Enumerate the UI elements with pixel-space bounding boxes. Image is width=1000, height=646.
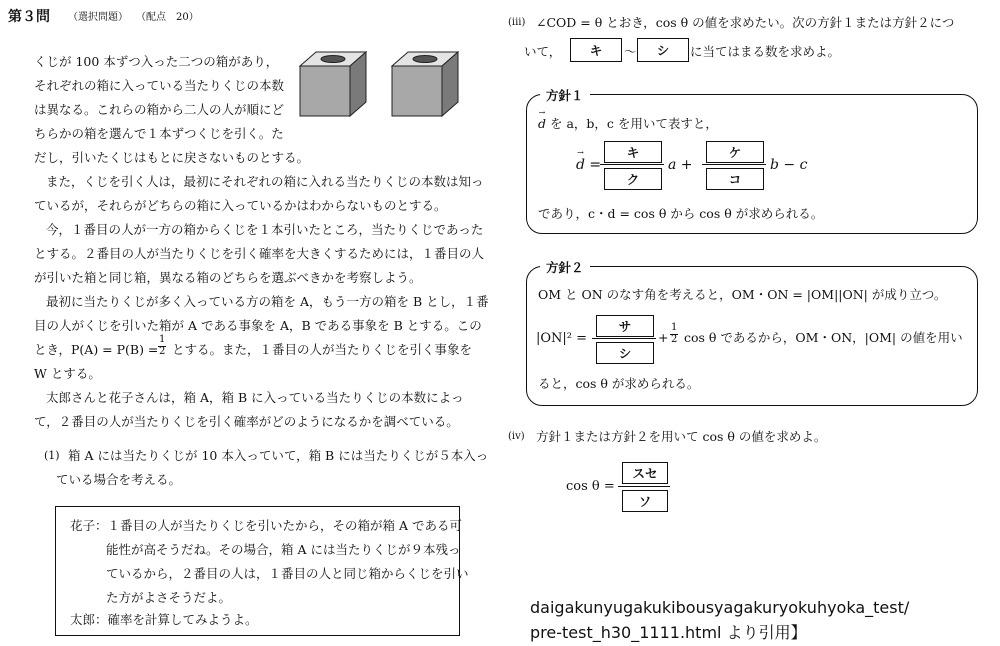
dialogue-line: 太郎：確率を計算してみようよ。 [70, 612, 258, 627]
q3-label: (iii) [508, 17, 526, 28]
dialogue-line: 花子：１番目の人が当たりくじを引いたから，その箱が箱 A である可 [70, 518, 462, 533]
fraction-one-half [158, 335, 166, 357]
q4-label: (iv) [508, 431, 525, 442]
intro-line: は異なる。これらの箱から二人の人が順にど [34, 102, 285, 117]
part1-line: 箱 A には当たりくじが 10 本入っていて，箱 B には当たりくじが５本入っ [68, 448, 489, 463]
fraction-bar [618, 486, 670, 487]
problem-tag: （選択問題） [68, 12, 128, 23]
answer-box-so-den[interactable]: ソ [622, 490, 668, 512]
dialogue-line: ているから，２番目の人は，１番目の人と同じ箱からくじを引い [106, 566, 469, 581]
policy1-line: であり，c・d = cos θ から cos θ が求められる。 [538, 206, 824, 221]
answer-box-ko-den[interactable]: コ [706, 168, 764, 190]
intro-line: とする。２番目の人が当たりくじを引く確率を大きくするためには，１番目の人 [34, 246, 485, 261]
answer-box-ki-num[interactable]: キ [604, 141, 662, 163]
policy1-title: 方針１ [540, 86, 590, 104]
intro-line: それぞれの箱に入っている当たりくじの本数 [34, 78, 285, 93]
fraction-denominator: 2 [671, 333, 678, 345]
policy2-line: cos θ であるから，OM・ON，|OM| の値を用い [684, 330, 963, 345]
intro-line: だし，引いたくじはもとに戻さないものとする。 [34, 150, 310, 165]
intro-line: 目の人がくじを引いた箱が A である事象を A，B である事象を B とする。この [34, 318, 482, 333]
equation-lhs: → d = [576, 158, 601, 172]
answer-box-ke-num[interactable]: ケ [706, 141, 764, 163]
cos-theta-equals: cos θ = [566, 479, 615, 494]
plus-sign: + [658, 330, 669, 345]
policy1-line [538, 118, 718, 131]
answer-box-suse-num[interactable]: スセ [622, 462, 668, 484]
fraction-bar [592, 338, 656, 339]
q3-line: ∠COD = θ とおき，cos θ の値を求めたい。次の方針１または方針２につ [536, 15, 955, 30]
fraction-numerator: 1 [671, 322, 678, 333]
answer-box-ku-den[interactable]: ク [604, 168, 662, 190]
range-tilde: 〜 [624, 44, 637, 59]
intro-line: とする。また，１番目の人が当たりくじを引く事象を [172, 342, 473, 357]
intro-line: また，くじを引く人は，最初にそれぞれの箱に入れる当たりくじの本数は知っ [46, 174, 484, 189]
q4-text: 方針１または方針２を用いて cos θ の値を求めよ。 [536, 429, 827, 444]
answer-box-sa-num[interactable]: サ [596, 315, 654, 337]
intro-line: 今，１番目の人が一方の箱からくじを１本引いたところ，当たりくじであった [46, 222, 484, 237]
answer-box-ki[interactable]: キ [570, 38, 622, 62]
vector-d: → d [538, 118, 546, 131]
answer-box-shi-den[interactable]: シ [596, 342, 654, 364]
box-b-drawing [392, 52, 458, 116]
fraction-bar [702, 164, 766, 165]
intro-line: ちらかの箱を選んで１本ずつくじを引く。た [34, 126, 284, 141]
q3-line: に当てはまる数を求めよ。 [690, 44, 841, 59]
intro-line: 太郎さんと花子さんは，箱 A，箱 B に入っている当たりくじの本数によっ [46, 390, 464, 405]
problem-number: 第３問 [8, 9, 50, 25]
q3-line: いて， [524, 44, 562, 59]
intro-line: W とする。 [34, 366, 101, 381]
part1-line: ている場合を考える。 [56, 472, 182, 487]
policy1-line1-text: を a，b，c を用いて表すと， [550, 116, 718, 131]
box-a-drawing [300, 52, 366, 116]
fraction-numerator: 1 [159, 334, 166, 345]
vector-d-eq: → d [576, 158, 585, 172]
vector-a-term: a + [668, 157, 693, 173]
intro-line: て，２番目の人が当たりくじを引く確率がどのようになるかを調べている。 [34, 414, 459, 429]
intro-line: 最初に当たりくじが多く入っている方の箱を A，もう一方の箱を B とし，１番 [46, 294, 489, 309]
vector-b-c-term: b − c [770, 157, 808, 173]
problem-points: （配点 20） [136, 12, 199, 23]
fraction-bar [600, 164, 664, 165]
intro-line: とき，P(A) = P(B) = [34, 342, 159, 357]
source-credit-line2: pre-test_h30_1111.html より引用】 [530, 623, 807, 642]
intro-line: くじが 100 本ずつ入った二つの箱があり， [34, 54, 279, 69]
norm-on-squared: |ON|² = [536, 331, 588, 346]
fraction-one-half [670, 323, 678, 345]
answer-box-shi[interactable]: シ [637, 38, 689, 62]
policy2-title: 方針２ [540, 258, 590, 276]
intro-line: が引いた箱と同じ箱，異なる箱のどちらを選ぶべきかを考察しよう。 [34, 270, 422, 285]
intro-line: ているが，それらがどちらの箱に入っているかはわからないものとする。 [34, 198, 447, 213]
policy2-line: OM と ON のなす角を考えると，OM・ON = |OM||ON| が成り立つ。 [538, 287, 947, 302]
dialogue-line: た方がよさそうだよ。 [106, 590, 232, 605]
part1-label: (1) [44, 449, 60, 462]
fraction-denominator: 2 [159, 345, 166, 357]
lottery-boxes-figure [298, 50, 468, 120]
dialogue-line: 能性が高そうだね。その場合，箱 A には当たりくじが９本残っ [106, 542, 461, 557]
source-credit-line1: daigakunyugakukibousyagakuryokuhyoka_test/ [530, 598, 910, 617]
policy2-line: ると，cos θ が求められる。 [538, 376, 700, 391]
